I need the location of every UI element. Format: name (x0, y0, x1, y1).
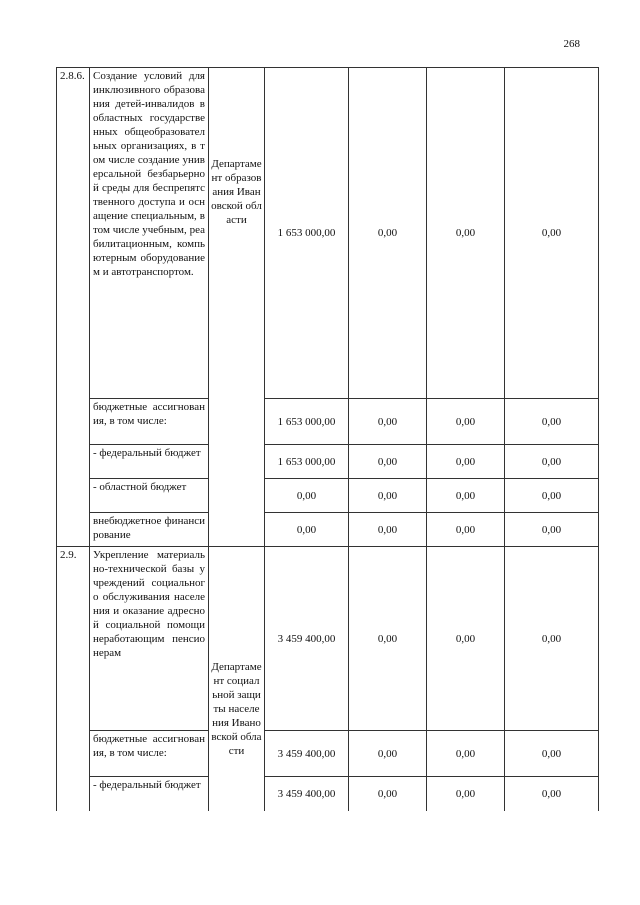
value-cell: 0,00 (427, 547, 505, 731)
row-name: - федеральный бюджет (90, 445, 209, 479)
executor-education: Департамент образования Ивановской области (209, 68, 265, 547)
table-row (57, 731, 599, 777)
table-row (57, 479, 599, 513)
value-cell: 0,00 (427, 777, 505, 811)
value-cell: 0,00 (349, 547, 427, 731)
table-row (57, 777, 599, 811)
table-row (57, 513, 599, 547)
funding-table-container (56, 67, 598, 811)
row-name: бюджетные ассигнования, в том числе: (90, 399, 209, 445)
value-cell: 0,00 (505, 513, 599, 547)
value-cell: 0,00 (505, 547, 599, 731)
value-cell: 0,00 (427, 68, 505, 399)
row-name: - областной бюджет (90, 479, 209, 513)
table-row (57, 399, 599, 445)
value-cell: 0,00 (427, 731, 505, 777)
value-cell: 0,00 (349, 513, 427, 547)
table-row (57, 68, 599, 399)
table-row (57, 547, 599, 731)
funding-table (56, 67, 599, 811)
row-name: внебюджетное финансирование (90, 513, 209, 547)
row-number (57, 399, 90, 445)
row-number (57, 777, 90, 811)
row-name: бюджетные ассигнования, в том числе: (90, 731, 209, 777)
value-cell: 0,00 (427, 399, 505, 445)
value-cell: 0,00 (349, 731, 427, 777)
value-cell: 1 653 000,00 (265, 399, 349, 445)
table-row (57, 445, 599, 479)
value-cell: 0,00 (505, 731, 599, 777)
value-cell: 1 653 000,00 (265, 445, 349, 479)
value-cell: 0,00 (265, 513, 349, 547)
row-number: 2.9. (57, 547, 90, 731)
value-cell: 0,00 (427, 479, 505, 513)
row-number (57, 513, 90, 547)
row-name: Укрепление материально-технической базы учреждений социального обслуживания населения и оказание адресной социальной помощи неработающим пенсионерам (90, 547, 209, 731)
value-cell: 0,00 (349, 777, 427, 811)
row-number (57, 479, 90, 513)
value-cell: 0,00 (349, 445, 427, 479)
value-cell: 1 653 000,00 (265, 68, 349, 399)
row-name: Создание условий для инклюзивного образования детей-инвалидов в областных государственных общеобразовательных организациях, в том числе создание универсальной безбарьерной среды для беспрепятственного доступа и оснащение специальным, в том числе учебным, реабилитационным, компьютерным оборудованием и автотранспортом. (90, 68, 209, 399)
value-cell: 0,00 (265, 479, 349, 513)
value-cell: 0,00 (349, 479, 427, 513)
value-cell: 0,00 (505, 479, 599, 513)
value-cell: 0,00 (505, 399, 599, 445)
value-cell: 0,00 (505, 777, 599, 811)
row-number (57, 445, 90, 479)
row-number (57, 731, 90, 777)
value-cell: 0,00 (349, 68, 427, 399)
value-cell: 3 459 400,00 (265, 547, 349, 731)
executor-social: Департамент социальной защиты населения Ивановской области (209, 547, 265, 811)
value-cell: 0,00 (427, 445, 505, 479)
value-cell: 0,00 (427, 513, 505, 547)
value-cell: 3 459 400,00 (265, 777, 349, 811)
value-cell: 3 459 400,00 (265, 731, 349, 777)
value-cell: 0,00 (505, 68, 599, 399)
value-cell: 0,00 (505, 445, 599, 479)
page-number: 268 (563, 38, 580, 50)
row-number: 2.8.6. (57, 68, 90, 399)
row-name: - федеральный бюджет (90, 777, 209, 811)
value-cell: 0,00 (349, 399, 427, 445)
